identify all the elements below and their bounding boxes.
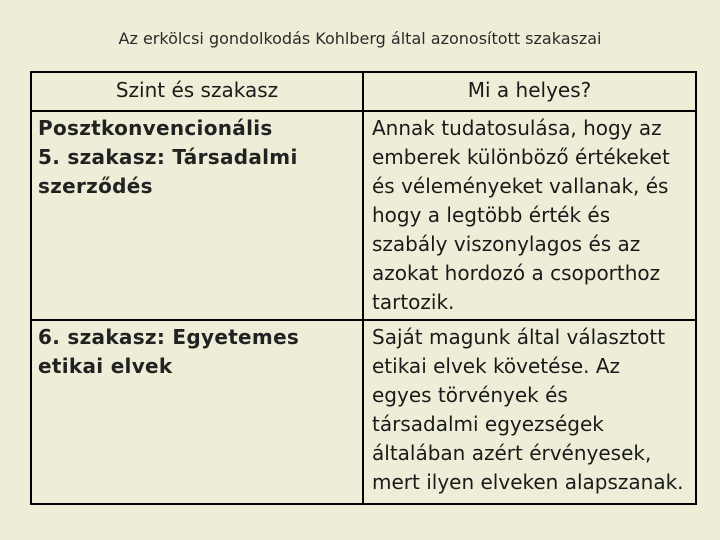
- level-cell: [31, 111, 363, 320]
- slide-title: Az erkölcsi gondolkodás Kohlberg által azonosított szakaszai: [118, 29, 602, 48]
- description-line: azokat hordozó a csoporthoz: [372, 261, 661, 285]
- description-line: mert ilyen elveken alapszanak.: [372, 470, 684, 494]
- description-line: és véleményeket vallanak, és: [372, 174, 669, 198]
- description-line: etikai elvek követése. Az: [372, 354, 621, 378]
- description-line: Annak tudatosulása, hogy az: [372, 116, 662, 140]
- description-line: emberek különböző értékeket: [372, 145, 670, 169]
- header-what-is-right: Mi a helyes?: [363, 72, 696, 111]
- description-line: hogy a legtöbb érték és: [372, 203, 611, 227]
- description-line: tartozik.: [372, 290, 455, 314]
- level-cell: [31, 320, 363, 504]
- table-row: [31, 320, 696, 504]
- description-line: Saját magunk által választott: [372, 325, 666, 349]
- table-header-row: [31, 72, 696, 111]
- level-line: Posztkonvencionális: [38, 116, 273, 140]
- description-cell: [363, 111, 696, 320]
- description-line: egyes törvények és: [372, 383, 568, 407]
- description-line: általában azért érvényesek,: [372, 441, 652, 465]
- description-line: szabály viszonylagos és az: [372, 232, 641, 256]
- level-line: szerződés: [38, 174, 153, 198]
- kohlberg-stages-table: [30, 71, 697, 505]
- level-line: 5. szakasz: Társadalmi: [38, 145, 298, 169]
- header-level-stage: Szint és szakasz: [31, 72, 363, 111]
- level-line: 6. szakasz: Egyetemes: [38, 325, 300, 349]
- description-line: társadalmi egyezségek: [372, 412, 604, 436]
- description-cell: [363, 320, 696, 504]
- level-line: etikai elvek: [38, 354, 173, 378]
- table-row: [31, 111, 696, 320]
